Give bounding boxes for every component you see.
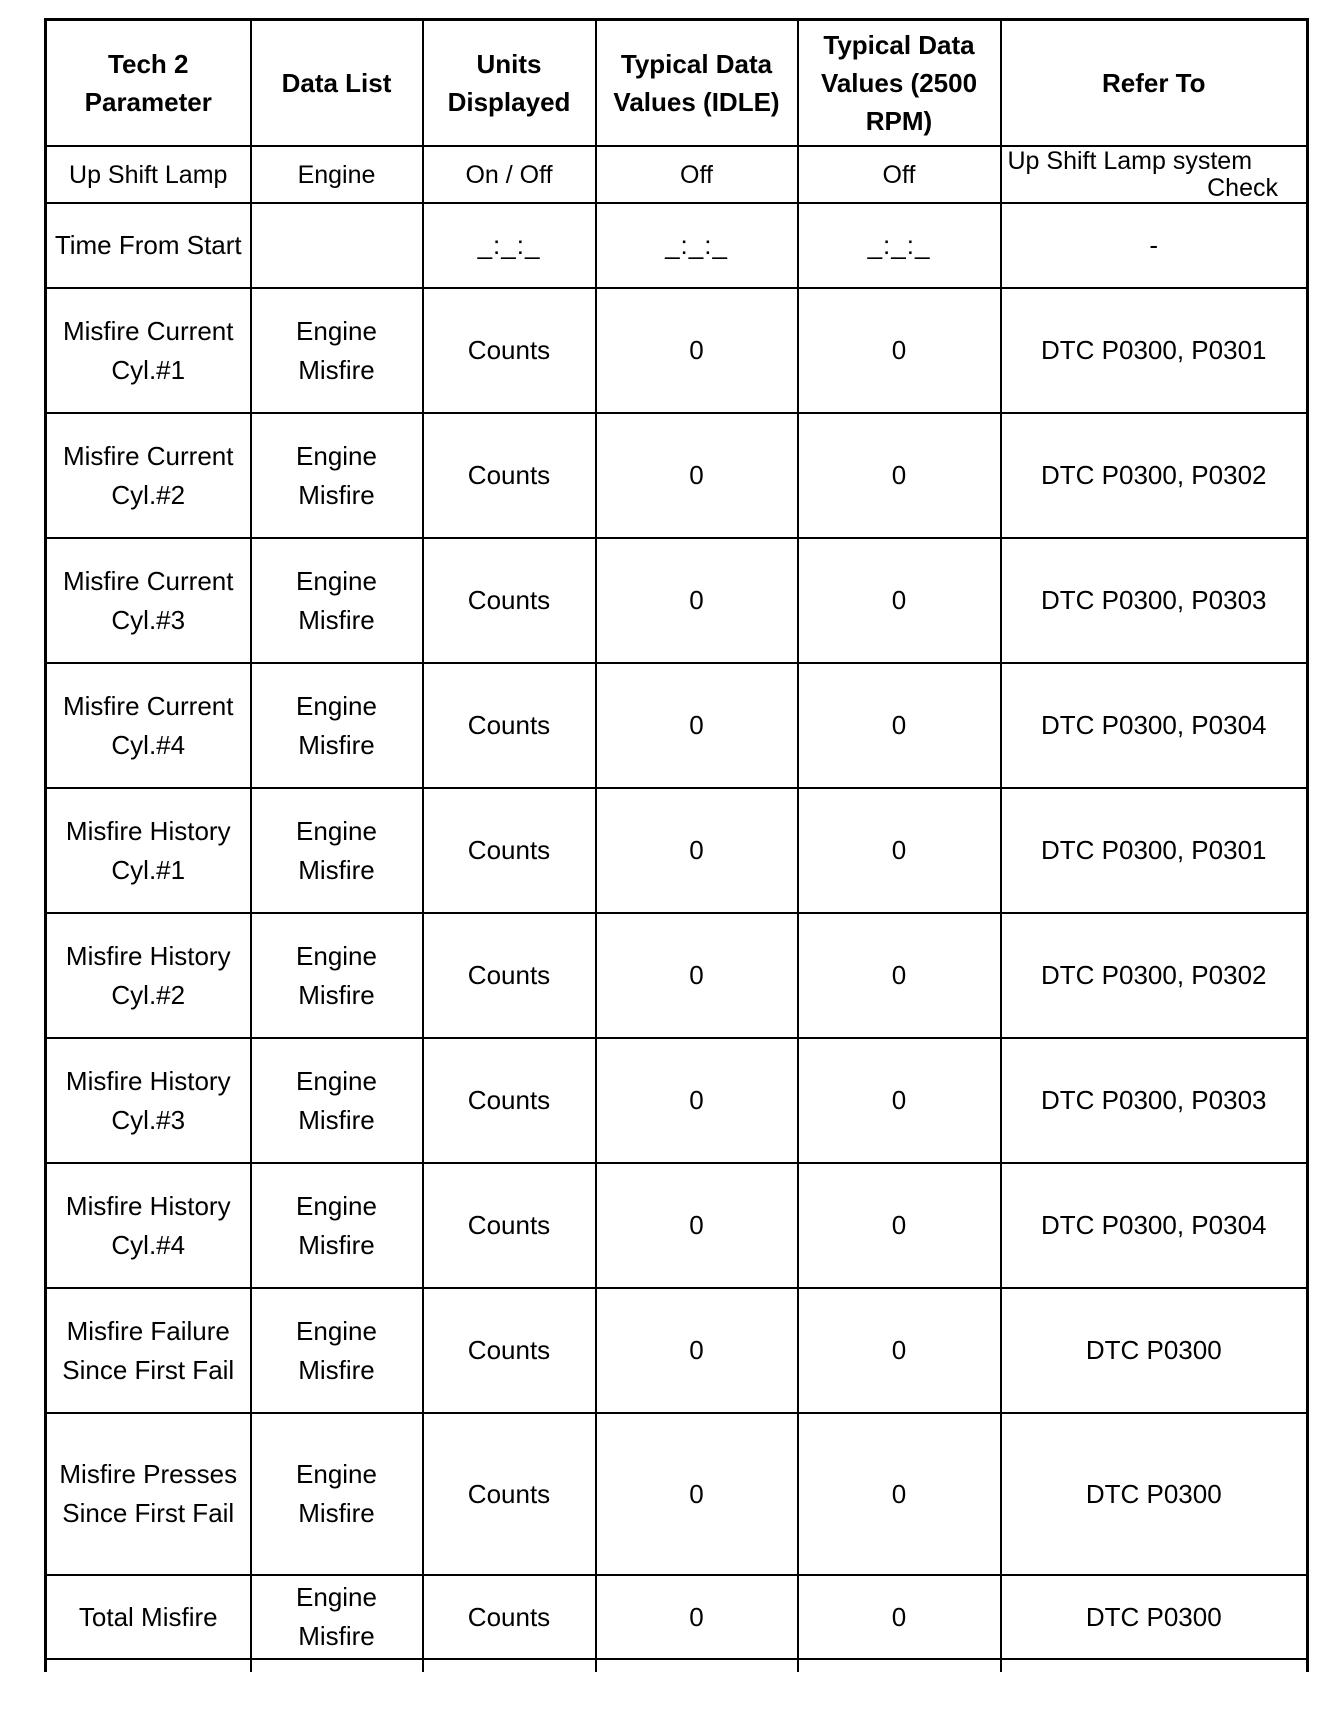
cell-idle-value: 0 [596,913,798,1038]
cell-refer-to: DTC P0300, P0302 [1001,413,1308,538]
cell-data-list: Engine [251,146,423,203]
cell-2500rpm-value: _:_:_ [798,203,1001,288]
tech2-data-table-page [44,18,1306,1672]
cell-2500rpm-value: Off [798,146,1001,203]
cell-units: Counts [423,1413,596,1575]
cell-units: _:_:_ [423,203,596,288]
stub-cell [423,1659,596,1672]
cell-2500rpm-value: 0 [798,1038,1001,1163]
cell-parameter: Misfire Presses Since First Fail [46,1413,251,1575]
continuation-row-stub [46,1659,1308,1672]
cell-refer-to: DTC P0300, P0303 [1001,1038,1308,1163]
header-typical-idle: Typical Data Values (IDLE) [596,20,798,147]
cell-idle-value: 0 [596,788,798,913]
table-row [46,146,1308,203]
cell-idle-value: 0 [596,1413,798,1575]
header-typical-2500rpm: Typical Data Values (2500 RPM) [798,20,1001,147]
cell-idle-value: 0 [596,538,798,663]
table-row [46,1575,1308,1659]
cell-idle-value: 0 [596,1288,798,1413]
cell-2500rpm-value: 0 [798,1288,1001,1413]
table-row [46,1038,1308,1163]
table-row [46,1163,1308,1288]
refer-to-line1: Up Shift Lamp system [1007,146,1253,175]
table-row [46,288,1308,413]
cell-refer-to: DTC P0300, P0302 [1001,913,1308,1038]
header-row [46,20,1308,147]
cell-parameter: Misfire History Cyl.#3 [46,1038,251,1163]
table-row [46,203,1308,288]
cell-refer-to: DTC P0300, P0304 [1001,1163,1308,1288]
cell-data-list: Engine Misfire [251,1038,423,1163]
header-data-list: Data List [251,20,423,147]
header-refer-to: Refer To [1001,20,1308,147]
cell-data-list: Engine Misfire [251,663,423,788]
cell-refer-to: DTC P0300, P0301 [1001,288,1308,413]
stub-cell [798,1659,1001,1672]
cell-2500rpm-value: 0 [798,1163,1001,1288]
cell-units: Counts [423,1038,596,1163]
cell-parameter: Misfire History Cyl.#2 [46,913,251,1038]
cell-data-list: Engine Misfire [251,1575,423,1659]
cell-parameter: Misfire Current Cyl.#3 [46,538,251,663]
table-row [46,1288,1308,1413]
stub-cell [46,1659,251,1672]
cell-units: Counts [423,913,596,1038]
cell-data-list: Engine Misfire [251,913,423,1038]
cell-data-list: Engine Misfire [251,1163,423,1288]
cell-refer-to: DTC P0300 [1001,1575,1308,1659]
cell-refer-to [1001,146,1308,203]
stub-cell [596,1659,798,1672]
cell-idle-value: 0 [596,1575,798,1659]
cell-refer-to: DTC P0300, P0304 [1001,663,1308,788]
cell-units: Counts [423,288,596,413]
cell-refer-to: - [1001,203,1308,288]
table-row [46,913,1308,1038]
table-row [46,663,1308,788]
cell-idle-value: 0 [596,413,798,538]
cell-units: Counts [423,413,596,538]
cell-2500rpm-value: 0 [798,663,1001,788]
cell-data-list: Engine Misfire [251,788,423,913]
cell-parameter: Up Shift Lamp [46,146,251,203]
cell-idle-value: _:_:_ [596,203,798,288]
cell-parameter: Misfire Current Cyl.#1 [46,288,251,413]
cell-refer-to: DTC P0300 [1001,1288,1308,1413]
table-row [46,413,1308,538]
cell-units: Counts [423,788,596,913]
cell-parameter: Misfire Current Cyl.#4 [46,663,251,788]
cell-parameter: Misfire History Cyl.#1 [46,788,251,913]
cell-parameter: Misfire Failure Since First Fail [46,1288,251,1413]
cell-parameter: Total Misfire [46,1575,251,1659]
cell-idle-value: 0 [596,663,798,788]
cell-2500rpm-value: 0 [798,788,1001,913]
cell-data-list: Engine Misfire [251,1288,423,1413]
cell-data-list [251,203,423,288]
table-row [46,538,1308,663]
cell-idle-value: 0 [596,1038,798,1163]
cell-data-list: Engine Misfire [251,1413,423,1575]
cell-2500rpm-value: 0 [798,538,1001,663]
table-row [46,1413,1308,1575]
refer-to-text [1008,148,1301,202]
tech2-parameter-table [44,18,1309,1672]
cell-refer-to: DTC P0300, P0303 [1001,538,1308,663]
cell-refer-to: DTC P0300, P0301 [1001,788,1308,913]
cell-idle-value: 0 [596,288,798,413]
cell-data-list: Engine Misfire [251,288,423,413]
cell-parameter: Misfire History Cyl.#4 [46,1163,251,1288]
cell-units: Counts [423,663,596,788]
cell-2500rpm-value: 0 [798,413,1001,538]
stub-cell [1001,1659,1308,1672]
cell-idle-value: 0 [596,1163,798,1288]
stub-cell [251,1659,423,1672]
header-tech2-parameter: Tech 2 Parameter [46,20,251,147]
refer-to-line2: Check [1207,173,1278,202]
cell-units: On / Off [423,146,596,203]
cell-units: Counts [423,1288,596,1413]
header-units-displayed: Units Displayed [423,20,596,147]
cell-idle-value: Off [596,146,798,203]
cell-units: Counts [423,538,596,663]
cell-refer-to: DTC P0300 [1001,1413,1308,1575]
cell-parameter: Time From Start [46,203,251,288]
cell-2500rpm-value: 0 [798,1575,1001,1659]
table-row [46,788,1308,913]
cell-data-list: Engine Misfire [251,538,423,663]
cell-units: Counts [423,1163,596,1288]
cell-data-list: Engine Misfire [251,413,423,538]
cell-2500rpm-value: 0 [798,913,1001,1038]
cell-2500rpm-value: 0 [798,1413,1001,1575]
cell-units: Counts [423,1575,596,1659]
cell-2500rpm-value: 0 [798,288,1001,413]
cell-parameter: Misfire Current Cyl.#2 [46,413,251,538]
